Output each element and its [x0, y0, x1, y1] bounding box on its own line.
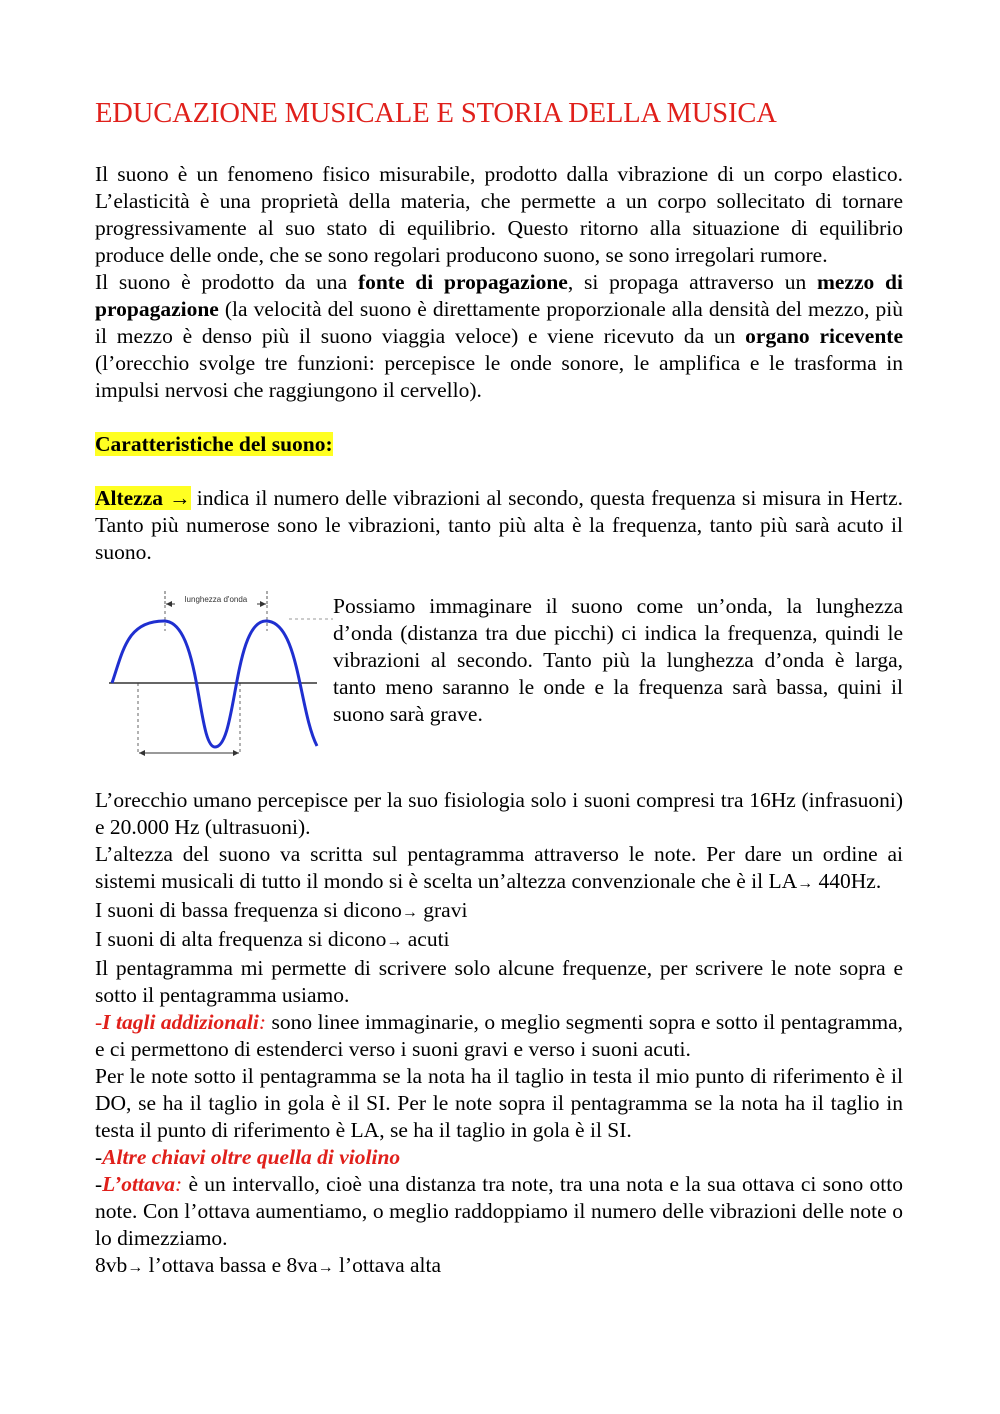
text-run: I suoni di alta frequenza si dicono: [95, 927, 387, 951]
ottava-paragraph: [95, 1171, 903, 1252]
dash: -: [95, 1145, 103, 1169]
text-run: l’ottava bassa e 8va: [143, 1253, 318, 1277]
arrow-icon: →: [317, 1259, 334, 1276]
text-run: l’ottava alta: [333, 1253, 442, 1277]
text-run: sono linee immaginarie, o meglio segmenti sopra e sotto il pentagramma, e ci permettono di estenderci verso i suoni gravi e verso i suoni acuti.: [95, 1010, 903, 1061]
chiavi-label: Altre chiavi oltre quella di violino: [102, 1145, 401, 1169]
text-run: (l’orecchio svolge tre funzioni: percepisce le onde sonore, le amplifica e le trasforma in impulsi nervosi che raggiungono il cervello).: [95, 351, 903, 402]
text-run: Il suono è prodotto da una: [95, 270, 358, 294]
section-heading: [95, 431, 903, 458]
body-line-2: [95, 841, 903, 897]
text-run: gravi: [417, 898, 468, 922]
arrowhead-right: [233, 750, 239, 756]
text-run: (la velocità del suono è direttamente proporzionale alla densità del mezzo, più il mezzo è denso più il suono viaggia veloce) e viene ricevuto da un: [95, 297, 903, 348]
text-run: è un intervallo, cioè una distanza tra note, tra una nota e la sua ottava ci sono otto note. Con l’ottava aumentiamo, o meglio raddoppiamo il numero delle vibrazioni delle note o lo dimezziamo.: [95, 1172, 903, 1250]
sine-wave-curve: [112, 621, 317, 747]
figure-row: [95, 593, 903, 759]
altezza-paragraph: [95, 485, 903, 566]
text-run: , si propaga attraverso un: [567, 270, 817, 294]
wavelength-label: lunghezza d'onda: [184, 595, 248, 604]
dash: -: [95, 1172, 103, 1196]
body-line-5: Il pentagramma mi permette di scrivere solo alcune frequenze, per scrivere le note sopra e sotto il pentagramma usiamo.: [95, 956, 903, 1007]
arrow-icon: →: [127, 1259, 144, 1276]
bold-term-fonte: fonte di propagazione: [357, 270, 568, 294]
text-run: 8vb: [95, 1253, 128, 1277]
text-run: I suoni di bassa frequenza si dicono: [95, 898, 402, 922]
body-line-4: [95, 926, 903, 955]
page-title: EDUCAZIONE MUSICALE E STORIA DELLA MUSICA: [95, 98, 777, 129]
text-run: 440Hz.: [813, 869, 882, 893]
arrowhead-left: [166, 601, 172, 607]
spacer: [95, 458, 903, 485]
intro-paragraph-1: Il suono è un fenomeno fisico misurabile, prodotto dalla vibrazione di un corpo elastico. L’elasticità è una proprietà della materia, che permette a un corpo sollecitato di tornare progressivamente al suo stato di equilibrio. Questo ritorno alla situazione di equilibrio produce delle onde, che se sono regolari producono suono, se sono irregolari rumore.: [95, 162, 903, 267]
altezza-label: Altezza →: [95, 486, 191, 510]
bold-term-organo: organo ricevente: [745, 324, 903, 348]
tagli-paragraph: [95, 1009, 903, 1063]
arrowhead-left: [139, 750, 145, 756]
body-line-7: [95, 1252, 903, 1281]
colon: :: [175, 1172, 183, 1196]
chiavi-line: [95, 1144, 903, 1171]
arrow-icon: →: [797, 875, 814, 892]
arrow-icon: →: [386, 933, 403, 950]
text-run: acuti: [402, 927, 450, 951]
intro-paragraph-2: [95, 269, 903, 404]
document-content: [95, 96, 903, 1281]
arrowhead-right: [260, 601, 266, 607]
body-line-1: L’orecchio umano percepisce per la suo fisiologia solo i suoni compresi tra 16Hz (infrasuoni) e 20.000 Hz (ultrasuoni).: [95, 788, 903, 839]
body-line-3: [95, 897, 903, 926]
spacer: [95, 404, 903, 431]
figure-caption: Possiamo immaginare il suono come un’onda, la lunghezza d’onda (distanza tra due picchi) ci indica la frequenza, quindi le vibrazioni al secondo. Tanto più la lunghezza d’onda è larga, tanto meno saranno le onde e la frequenza sarà bassa, quini il suono sarà grave.: [333, 594, 903, 726]
body-line-6: Per le note sotto il pentagramma se la nota ha il taglio in testa il mio punto di riferimento è il DO, se ha il taglio in gola è il SI. Per le note sopra il pentagramma se la nota ha il taglio in testa il punto di riferimento è LA, se ha il taglio in gola è il SI.: [95, 1064, 903, 1142]
highlighted-heading: Caratteristiche del suono:: [95, 432, 333, 456]
sine-wave-figure: [109, 591, 333, 759]
body-section: [95, 787, 903, 1281]
altezza-text: indica il numero delle vibrazioni al secondo, questa frequenza si misura in Hertz. Tanto più numerose sono le vibrazioni, tanto più alta è la frequenza, tanto più sarà acuto il suono.: [95, 486, 903, 564]
bold-term-mezzo: mezzo di propagazione: [95, 270, 903, 321]
ottava-label: L’ottava: [102, 1172, 176, 1196]
tagli-label: I tagli addizionali: [102, 1010, 259, 1034]
colon: :: [258, 1010, 267, 1034]
text-run: L’altezza del suono va scritta sul pentagramma attraverso le note. Per dare un ordine ai sistemi musicali di tutto il mondo si è scelta un’altezza convenzionale che è il LA: [95, 842, 903, 893]
arrow-icon: →: [401, 904, 418, 921]
dash: -: [95, 1010, 103, 1034]
